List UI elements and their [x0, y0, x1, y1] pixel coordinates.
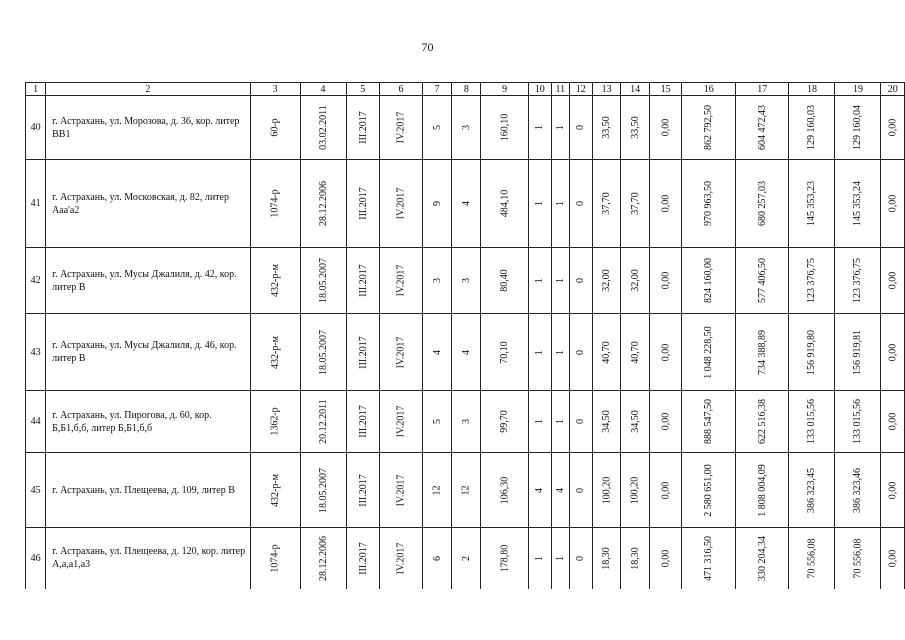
cell-date — [300, 453, 346, 528]
column-header-11: 11 — [551, 83, 569, 96]
column-header-6: 6 — [380, 83, 423, 96]
table-body — [26, 83, 905, 589]
column-header-4: 4 — [300, 83, 346, 96]
cell-value: 1 — [554, 555, 566, 561]
cell-value: 0 — [575, 555, 587, 561]
cell-value: 20.12.2011 — [317, 399, 329, 444]
cell-value: 0,00 — [660, 412, 672, 431]
column-header-1: 1 — [26, 83, 46, 96]
cell-c16 — [682, 314, 736, 391]
cell-value: 0,00 — [887, 118, 899, 137]
cell-doc — [250, 248, 300, 314]
cell-value: IV.2017 — [395, 111, 407, 144]
cell-q2 — [380, 160, 423, 248]
cell-value: III.2017 — [357, 473, 369, 507]
cell-c15 — [649, 314, 682, 391]
cell-value: 484,10 — [499, 189, 511, 218]
cell-value: 0,00 — [887, 549, 899, 567]
cell-c9 — [481, 391, 528, 453]
cell-c11 — [551, 248, 569, 314]
table-row — [26, 314, 905, 391]
cell-value: 133 015,56 — [806, 399, 818, 444]
cell-value: 60-р — [269, 118, 281, 137]
cell-c11 — [551, 453, 569, 528]
cell-value: 0,00 — [887, 412, 899, 431]
cell-c9 — [481, 528, 528, 589]
cell-value: 3 — [460, 419, 472, 424]
cell-c10 — [528, 528, 551, 589]
cell-date — [300, 314, 346, 391]
cell-value: 0 — [575, 125, 587, 130]
cell-c20 — [881, 248, 905, 314]
cell-value: 18.05.2007 — [317, 258, 329, 303]
cell-value: 0,00 — [660, 549, 672, 567]
cell-date — [300, 96, 346, 160]
row-number: 41 — [26, 160, 46, 248]
cell-q1 — [346, 160, 380, 248]
cell-c9 — [481, 453, 528, 528]
cell-value: 4 — [460, 349, 472, 355]
cell-c18 — [789, 248, 835, 314]
cell-c17 — [735, 248, 789, 314]
cell-c17 — [735, 453, 789, 528]
column-header-14: 14 — [621, 83, 650, 96]
cell-c19 — [835, 391, 881, 453]
cell-value: 1 048 228,50 — [703, 325, 715, 379]
cell-value: 824 160,00 — [703, 258, 715, 303]
cell-doc — [250, 528, 300, 589]
cell-c19 — [835, 96, 881, 160]
cell-value: 18.05.2007 — [317, 467, 329, 513]
cell-value: III.2017 — [357, 542, 369, 575]
cell-c20 — [881, 96, 905, 160]
cell-value: 604 472,43 — [756, 105, 768, 150]
row-number: 43 — [26, 314, 46, 391]
cell-c17 — [735, 160, 789, 248]
cell-c13 — [592, 453, 621, 528]
cell-c13 — [592, 314, 621, 391]
cell-c7 — [422, 453, 451, 528]
cell-value: III.2017 — [357, 111, 369, 144]
cell-value: 1 — [534, 125, 546, 130]
column-header-17: 17 — [735, 83, 789, 96]
cell-value: 1 — [534, 278, 546, 283]
cell-q1 — [346, 96, 380, 160]
cell-value: 1 — [534, 201, 546, 206]
cell-c13 — [592, 160, 621, 248]
cell-c11 — [551, 391, 569, 453]
cell-value: 2 — [460, 555, 472, 561]
cell-c19 — [835, 453, 881, 528]
cell-c18 — [789, 314, 835, 391]
row-number: 44 — [26, 391, 46, 453]
cell-value: IV.2017 — [395, 336, 407, 368]
cell-value: 12 — [431, 485, 443, 495]
cell-c14 — [621, 96, 650, 160]
cell-value: 5 — [431, 125, 443, 130]
cell-c17 — [735, 314, 789, 391]
column-header-5: 5 — [346, 83, 380, 96]
cell-q1 — [346, 314, 380, 391]
cell-c20 — [881, 453, 905, 528]
cell-value: 0,00 — [660, 481, 672, 499]
cell-value: 330 204,34 — [756, 535, 768, 581]
header-row — [26, 83, 905, 96]
cell-c8 — [452, 160, 481, 248]
cell-c12 — [569, 160, 592, 248]
cell-c14 — [621, 391, 650, 453]
cell-value: 0,00 — [887, 481, 899, 499]
cell-c9 — [481, 160, 528, 248]
cell-c15 — [649, 391, 682, 453]
cell-c7 — [422, 314, 451, 391]
page-number: 70 — [421, 40, 434, 54]
column-header-19: 19 — [835, 83, 881, 96]
cell-value: 1 — [554, 349, 566, 355]
address-cell: г. Астрахань, ул. Мусы Джалиля, д. 42, кор. литер В — [46, 248, 250, 314]
column-header-2: 2 — [46, 83, 250, 96]
cell-c20 — [881, 314, 905, 391]
cell-value: 145 353,23 — [806, 181, 818, 226]
cell-value: 99,70 — [499, 410, 511, 433]
cell-value: 1 — [534, 349, 546, 355]
cell-c8 — [452, 248, 481, 314]
address-cell: г. Астрахань, ул. Московская, д. 82, литер Ааа'а2 — [46, 160, 250, 248]
cell-c18 — [789, 160, 835, 248]
cell-c14 — [621, 160, 650, 248]
cell-c10 — [528, 96, 551, 160]
cell-c8 — [452, 314, 481, 391]
row-number: 40 — [26, 96, 46, 160]
cell-c11 — [551, 96, 569, 160]
cell-value: 1 — [534, 555, 546, 561]
cell-value: 622 516,38 — [756, 399, 768, 444]
cell-value: 888 547,50 — [703, 399, 715, 444]
cell-value: 37,70 — [601, 192, 613, 215]
cell-value: 100,20 — [629, 476, 641, 504]
cell-c19 — [835, 314, 881, 391]
cell-value: 32,00 — [629, 269, 641, 292]
cell-q2 — [380, 453, 423, 528]
cell-c13 — [592, 528, 621, 589]
cell-value: 160,10 — [499, 113, 511, 142]
cell-c8 — [452, 96, 481, 160]
address-cell: г. Астрахань, ул. Морозова, д. 36, кор. литер ВВ1 — [46, 96, 250, 160]
cell-value: 129 160,03 — [806, 105, 818, 150]
cell-c19 — [835, 160, 881, 248]
cell-c14 — [621, 453, 650, 528]
column-header-20: 20 — [881, 83, 905, 96]
column-header-8: 8 — [452, 83, 481, 96]
column-header-10: 10 — [528, 83, 551, 96]
cell-c17 — [735, 96, 789, 160]
cell-q2 — [380, 248, 423, 314]
table-row — [26, 391, 905, 453]
cell-c12 — [569, 314, 592, 391]
table-row — [26, 453, 905, 528]
column-header-13: 13 — [592, 83, 621, 96]
cell-value: 1074-р — [269, 544, 281, 573]
cell-c14 — [621, 248, 650, 314]
cell-c7 — [422, 160, 451, 248]
cell-doc — [250, 160, 300, 248]
cell-value: 0,00 — [887, 343, 899, 361]
cell-value: 4 — [534, 487, 546, 493]
cell-c10 — [528, 391, 551, 453]
cell-doc — [250, 453, 300, 528]
cell-value: 18.05.2007 — [317, 329, 329, 375]
table-row — [26, 528, 905, 589]
column-header-7: 7 — [422, 83, 451, 96]
cell-c16 — [682, 96, 736, 160]
cell-value: 0,00 — [660, 343, 672, 361]
cell-date — [300, 248, 346, 314]
cell-value: 70 556,08 — [852, 538, 864, 579]
cell-c16 — [682, 160, 736, 248]
cell-value: 70 556,08 — [806, 538, 818, 579]
cell-value: 471 316,50 — [703, 535, 715, 581]
row-number: 45 — [26, 453, 46, 528]
cell-c11 — [551, 160, 569, 248]
cell-value: 432-р-м — [269, 264, 281, 297]
cell-value: 40,70 — [629, 340, 641, 364]
cell-c19 — [835, 528, 881, 589]
cell-c13 — [592, 248, 621, 314]
cell-c12 — [569, 528, 592, 589]
address-cell: г. Астрахань, ул. Плещеева, д. 120, кор. литер А,а,а1,а3 — [46, 528, 250, 589]
cell-doc — [250, 96, 300, 160]
cell-value: III.2017 — [357, 405, 369, 438]
cell-value: IV.2017 — [395, 187, 407, 220]
cell-value: 123 376,75 — [806, 258, 818, 303]
cell-value: IV.2017 — [395, 542, 407, 575]
row-number: 42 — [26, 248, 46, 314]
cell-c10 — [528, 453, 551, 528]
cell-value: 80,40 — [499, 269, 511, 292]
cell-q1 — [346, 528, 380, 589]
cell-value: 40,70 — [601, 340, 613, 364]
cell-value: 5 — [431, 419, 443, 424]
cell-c11 — [551, 528, 569, 589]
cell-date — [300, 528, 346, 589]
cell-value: 12 — [460, 485, 472, 495]
cell-value: 4 — [431, 349, 443, 355]
column-header-3: 3 — [250, 83, 300, 96]
cell-value: III.2017 — [357, 264, 369, 297]
cell-value: 18,30 — [601, 547, 613, 570]
cell-value: 178,80 — [499, 544, 511, 572]
cell-value: 577 406,50 — [756, 258, 768, 303]
cell-c9 — [481, 314, 528, 391]
cell-c10 — [528, 160, 551, 248]
cell-value: 34,50 — [601, 410, 613, 433]
cell-value: 1 — [554, 201, 566, 206]
cell-c19 — [835, 248, 881, 314]
cell-value: 0,00 — [887, 271, 899, 290]
cell-value: 33,50 — [601, 116, 613, 139]
cell-c18 — [789, 96, 835, 160]
cell-value: 1 — [554, 278, 566, 283]
cell-c15 — [649, 160, 682, 248]
cell-c14 — [621, 528, 650, 589]
cell-value: 28.12.2006 — [317, 181, 329, 226]
cell-date — [300, 160, 346, 248]
row-number: 46 — [26, 528, 46, 589]
cell-value: 28.12.2006 — [317, 535, 329, 581]
cell-c14 — [621, 314, 650, 391]
cell-value: 0,00 — [660, 194, 672, 213]
cell-value: 106,30 — [499, 476, 511, 504]
column-header-16: 16 — [682, 83, 736, 96]
address-cell: г. Астрахань, ул. Пирогова, д. 60, кор. Б,Б1,б,б, литер Б,Б1,б,б — [46, 391, 250, 453]
cell-q2 — [380, 314, 423, 391]
cell-c15 — [649, 453, 682, 528]
cell-value: 70,10 — [499, 340, 511, 364]
cell-value: 3 — [460, 278, 472, 283]
cell-c15 — [649, 248, 682, 314]
cell-value: 3 — [460, 125, 472, 130]
cell-c20 — [881, 160, 905, 248]
cell-c16 — [682, 391, 736, 453]
cell-q1 — [346, 248, 380, 314]
cell-value: 156 919,80 — [806, 329, 818, 375]
cell-c7 — [422, 248, 451, 314]
cell-value: IV.2017 — [395, 474, 407, 506]
cell-value: 0 — [575, 487, 587, 493]
cell-value: III.2017 — [357, 335, 369, 369]
cell-c20 — [881, 391, 905, 453]
cell-c8 — [452, 391, 481, 453]
cell-value: 386 323,46 — [852, 467, 864, 513]
register-table — [25, 82, 905, 589]
cell-c18 — [789, 391, 835, 453]
cell-c12 — [569, 453, 592, 528]
cell-value: 9 — [431, 201, 443, 206]
cell-c11 — [551, 314, 569, 391]
cell-q1 — [346, 453, 380, 528]
cell-value: III.2017 — [357, 187, 369, 220]
cell-value: 100,20 — [601, 476, 613, 504]
cell-date — [300, 391, 346, 453]
cell-value: 0 — [575, 278, 587, 283]
cell-c7 — [422, 391, 451, 453]
cell-value: 129 160,04 — [852, 105, 864, 150]
cell-c9 — [481, 96, 528, 160]
cell-doc — [250, 391, 300, 453]
cell-value: 1074-р — [269, 189, 281, 218]
cell-value: 386 323,45 — [806, 467, 818, 513]
cell-c13 — [592, 96, 621, 160]
cell-c15 — [649, 96, 682, 160]
cell-c12 — [569, 96, 592, 160]
cell-value: 0,00 — [660, 271, 672, 290]
cell-value: 6 — [431, 555, 443, 561]
cell-value: IV.2017 — [395, 264, 407, 297]
cell-value: 2 580 651,00 — [703, 463, 715, 517]
cell-value: 1 — [534, 419, 546, 424]
cell-c16 — [682, 453, 736, 528]
cell-c12 — [569, 248, 592, 314]
cell-value: 4 — [460, 201, 472, 206]
cell-q2 — [380, 96, 423, 160]
cell-c13 — [592, 391, 621, 453]
column-header-15: 15 — [649, 83, 682, 96]
cell-c15 — [649, 528, 682, 589]
cell-value: 1362-р — [269, 407, 281, 436]
cell-c7 — [422, 96, 451, 160]
cell-value: 0,00 — [887, 194, 899, 213]
cell-value: 1 — [554, 419, 566, 424]
cell-value: 862 792,50 — [703, 105, 715, 150]
cell-q2 — [380, 391, 423, 453]
cell-c10 — [528, 248, 551, 314]
cell-value: 0 — [575, 349, 587, 355]
cell-c10 — [528, 314, 551, 391]
table-row — [26, 96, 905, 160]
column-header-18: 18 — [789, 83, 835, 96]
cell-value: 970 963,50 — [703, 181, 715, 226]
table-row — [26, 248, 905, 314]
cell-c18 — [789, 453, 835, 528]
cell-doc — [250, 314, 300, 391]
cell-value: 33,50 — [629, 116, 641, 139]
cell-c16 — [682, 248, 736, 314]
cell-value: 133 015,56 — [852, 399, 864, 444]
cell-c8 — [452, 528, 481, 589]
cell-value: 123 376,75 — [852, 258, 864, 303]
cell-value: 3 — [431, 278, 443, 283]
cell-value: 0 — [575, 419, 587, 424]
cell-c17 — [735, 528, 789, 589]
cell-c17 — [735, 391, 789, 453]
cell-value: 32,00 — [601, 269, 613, 292]
address-cell: г. Астрахань, ул. Плещеева, д. 109, литер В — [46, 453, 250, 528]
cell-c12 — [569, 391, 592, 453]
address-cell: г. Астрахань, ул. Мусы Джалиля, д. 46, кор. литер В — [46, 314, 250, 391]
cell-c7 — [422, 528, 451, 589]
cell-c18 — [789, 528, 835, 589]
cell-c20 — [881, 528, 905, 589]
cell-value: 156 919,81 — [852, 329, 864, 375]
cell-c8 — [452, 453, 481, 528]
cell-value: 680 257,03 — [756, 181, 768, 226]
cell-value: 03.02.2011 — [317, 105, 329, 150]
column-header-12: 12 — [569, 83, 592, 96]
cell-value: 432-р-м — [269, 335, 281, 369]
cell-value: IV.2017 — [395, 405, 407, 438]
cell-q2 — [380, 528, 423, 589]
cell-value: 34,50 — [629, 410, 641, 433]
cell-c9 — [481, 248, 528, 314]
cell-value: 734 388,89 — [756, 329, 768, 375]
cell-value: 145 353,24 — [852, 181, 864, 226]
cell-c16 — [682, 528, 736, 589]
cell-value: 4 — [554, 487, 566, 493]
cell-value: 1 808 004,09 — [756, 463, 768, 517]
cell-value: 37,70 — [629, 192, 641, 215]
cell-value: 1 — [554, 125, 566, 130]
cell-value: 432-р-м — [269, 473, 281, 507]
column-header-9: 9 — [481, 83, 528, 96]
cell-q1 — [346, 391, 380, 453]
table-row — [26, 160, 905, 248]
cell-value: 0 — [575, 201, 587, 206]
cell-value: 0,00 — [660, 118, 672, 137]
cell-value: 18,30 — [629, 547, 641, 570]
